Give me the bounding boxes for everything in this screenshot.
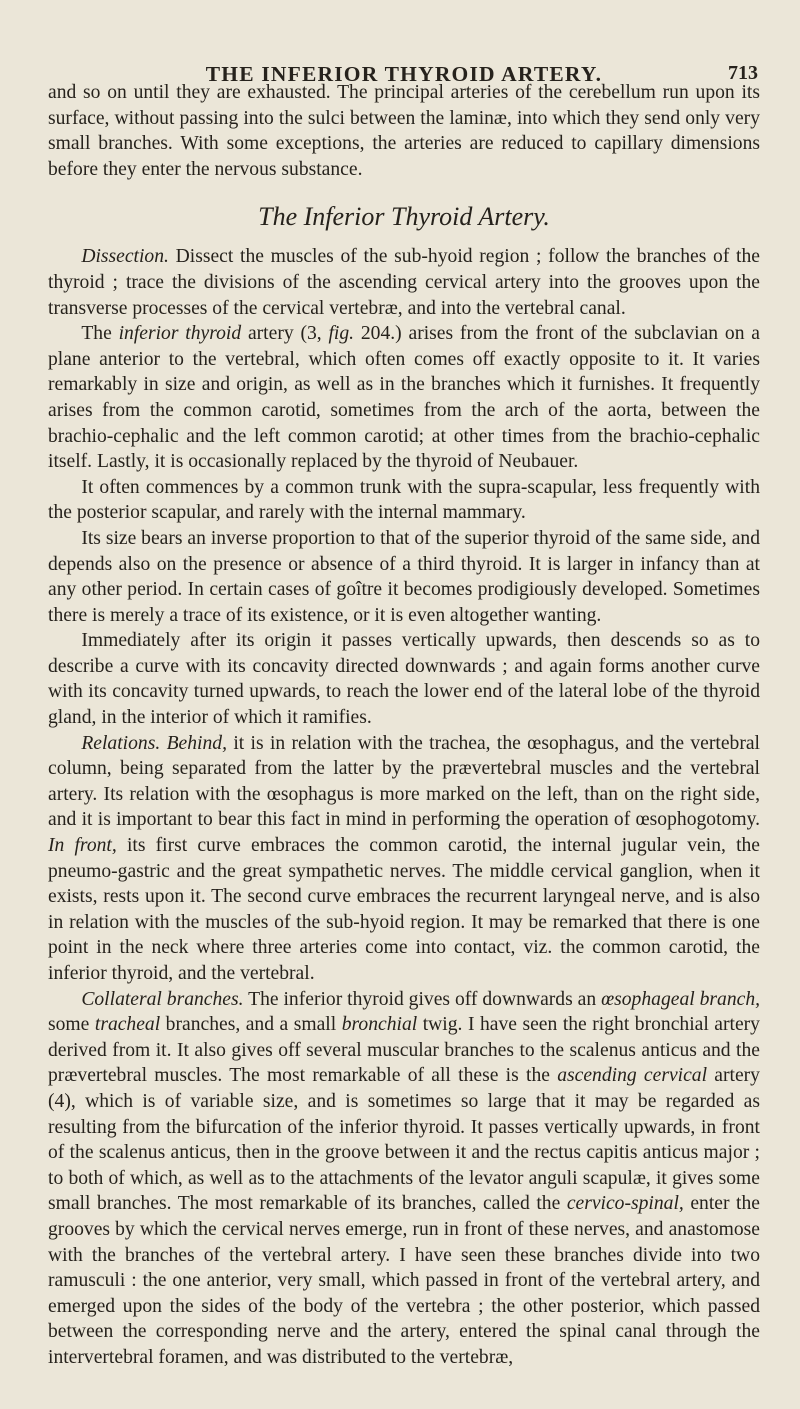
- relations-behind-lead: Behind,: [166, 732, 227, 754]
- collateral-text-1: The inferior thyroid gives off downwards an: [243, 988, 602, 1010]
- size-paragraph: Its size bears an inverse proportion to that of the superior thyroid of the same side, and depends also on the presence or absence of a third thyroid. It is larger in infancy than at any other period. In certain cases of goître it becomes prodigiously developed. Sometimes there is merely a trace of its existence, or it is even altogether wanting.: [48, 527, 760, 626]
- origin-paragraph: [48, 321, 760, 475]
- origin-emphasis-term: inferior thyroid: [118, 323, 242, 345]
- dissection-lead: Dissection.: [81, 246, 169, 268]
- collateral-text-4: twig. I have seen the right bronchial artery derived from it. It also gives off several muscular branches to the scalenus anticus and the prævertebral muscles. The most remarkable of all these is the: [48, 1014, 760, 1087]
- collateral-text-6: enter the grooves by which the cervical nerves emerge, run in front of these nerves, and anastomose with the branches of the vertebral artery. I have seen these branches divide into two ramusculi : the one anterior, very small, which passed in front of the vertebral artery, and emerged upon the sides of the body of the vertebra ; the other posterior, which passed between the corresponding nerve and the artery, entered the spinal canal through the intervertebral foramen, and was distributed to the vertebræ,: [48, 1193, 760, 1368]
- relations-lead: Relations.: [81, 732, 161, 754]
- continuation-paragraph: and so on until they are exhausted. The principal arteries of the cerebellum run upon its surface, without passing into the sulci between the laminæ, into which they send only very small branches. With some exceptions, the arteries are reduced to capillary dimensions before they enter the nervous substance.: [48, 82, 760, 180]
- page-number: 713: [728, 62, 758, 84]
- collateral-ascending-cervical: ascending cervical: [557, 1065, 708, 1087]
- body-text: [48, 80, 760, 1371]
- collateral-bronchial: bronchial: [341, 1014, 418, 1036]
- common-trunk-paragraph: It often commences by a common trunk with the supra-scapular, less frequently with the posterior scapular, and rarely with the internal mammary.: [48, 476, 760, 524]
- collateral-paragraph: [48, 987, 760, 1371]
- origin-text-1: The: [81, 323, 119, 345]
- collateral-lead: Collateral branches.: [81, 988, 244, 1010]
- running-head: [48, 40, 760, 86]
- running-title: THE INFERIOR THYROID ARTERY.: [205, 62, 603, 86]
- origin-text-2: artery (3,: [241, 323, 329, 345]
- collateral-tracheal: tracheal: [94, 1014, 161, 1036]
- course-paragraph: Immediately after its origin it passes vertically upwards, then descends so as to describe a curve with its concavity directed downwards ; and again forms another curve with its concavity turned upwards, to reach the lower end of the lateral lobe of the thyroid gland, in the interior of which it ramifies.: [48, 630, 760, 729]
- collateral-text-3: branches, and a small: [160, 1014, 342, 1036]
- collateral-cervico-spinal: cervico-spinal,: [566, 1193, 684, 1215]
- relations-front-lead: In front,: [48, 835, 117, 857]
- relations-text-2: its first curve embraces the common carotid, the internal jugular vein, the pneumo-gastric and the great sympathetic nerves. The middle cervical ganglion, when it exists, rests upon it. The second curve embraces the recurrent laryngeal nerve, and is also in relation with the muscles of the sub-hyoid region. It may be remarked that there is one point in the neck where three arteries come into contact, viz. the common carotid, the inferior thyroid, and the vertebral.: [48, 835, 761, 984]
- collateral-oesophageal: œsophageal branch,: [601, 988, 761, 1010]
- collateral-text-2: some: [48, 1014, 95, 1036]
- origin-text-3: 204.) arises from the front of the subclavian on a plane anterior to the vertebral, which often comes off exactly opposite to it. It varies remarkably in size and origin, as well as in the branches which it furnishes. It frequently arises from the common carotid, sometimes from the arch of the aorta, between the brachio-cephalic and the left common carotid; at other times from the brachio-cephalic itself. Lastly, it is occasionally replaced by the thyroid of Neubauer.: [48, 323, 760, 473]
- section-heading: The Inferior Thyroid Artery.: [258, 202, 550, 232]
- dissection-text: Dissect the muscles of the sub-hyoid region ; follow the branches of the thyroid ; trace the divisions of the ascending cervical artery into the grooves upon the transverse processes of the cervical vertebræ, and into the vertebral canal.: [48, 246, 760, 319]
- origin-figure-ref: fig.: [328, 323, 355, 345]
- collateral-text-5: artery (4), which is of variable size, and is sometimes so large that it may be regarded as resulting from the bifurcation of the inferior thyroid. It passes vertically upwards, in front of the scalenus anticus, then in the groove between it and the rectus capitis anticus major ; to both of which, as well as to the attachments of the levator anguli scapulæ, it gives some small branches. The most remarkable of its branches, called the: [48, 1065, 760, 1215]
- relations-paragraph: [48, 731, 760, 987]
- dissection-paragraph: [48, 244, 760, 321]
- relations-text-1: it is in relation with the trachea, the œsophagus, and the vertebral column, being separated from the latter by the prævertebral muscles and the vertebral artery. Its relation with the œsophagus is more marked on the left, than on the right side, and it is important to bear this fact in mind in performing the operation of œsophogotomy.: [48, 732, 761, 831]
